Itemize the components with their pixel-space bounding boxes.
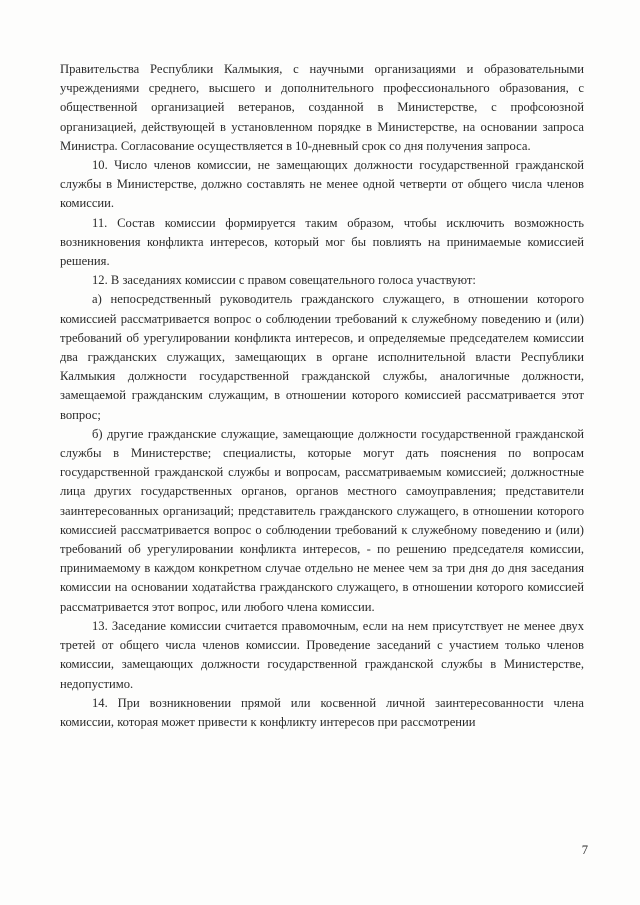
- paragraph-item-11: 11. Состав комиссии формируется таким образом, чтобы исключить возможность возникновения конфликта интересов, который мог бы повлиять на принимаемые комиссией решения.: [60, 215, 584, 269]
- paragraph-item-12: 12. В заседаниях комиссии с правом совещательного голоса участвуют:: [92, 273, 476, 288]
- document-body: [60, 60, 584, 732]
- paragraph-item-10: 10. Число членов комиссии, не замещающих должности государственной гражданской службы в Министерстве, должно составлять не менее одной четверти от общего числа членов комиссии.: [60, 158, 584, 211]
- paragraph-continuation: Правительства Республики Калмыкия, с научными организациями и образовательными учреждениями среднего, высшего и дополнительного профессионального образования, с общественной организацией ветеранов, созданной в Министерстве, с профсоюзной организацией, действующей в установленном порядке в Министерстве, на основании запроса Министра. Согласование осуществляется в 10-дневный срок со дня получения запроса.: [60, 62, 584, 153]
- paragraph-item-14: 14. При возникновении прямой или косвенной личной заинтересованности члена комиссии, которая может привести к конфликту интересов при рассмотрении: [60, 695, 584, 729]
- paragraph-item-12b: б) другие гражданские служащие, замещающие должности государственной гражданской службы в Министерстве; специалисты, которые могут дать пояснения по вопросам государственной гражданской службы и вопросам, рассматриваемым комиссией; должностные лица других государственных органов, органов местного самоуправления; представители заинтересованных организаций; представитель гражданского служащего, в отношении которого комиссией рассматривается вопрос о соблюдении требований к служебному поведению и (или) требований об урегулировании конфликта интересов, - по решению председателя комиссии, принимаемому в каждом конкретном случае отдельно не менее чем за три дня до дня заседания комиссии на основании ходатайства гражданского служащего, в отношении которого комиссией рассматривается этот вопрос, или любого члена комиссии.: [60, 426, 584, 614]
- paragraph-item-12a: а) непосредственный руководитель гражданского служащего, в отношении которого комиссией рассматривается вопрос о соблюдении требований к служебному поведению и (или) требований об урегулировании конфликта интересов, и определяемые председателем комиссии два гражданских служащих, замещающих в органе исполнительной власти Республики Калмыкия должности государственной гражданской службы, аналогичные должности, замещаемой гражданским служащим, в отношении которого комиссией рассматривается этот вопрос;: [60, 292, 584, 422]
- page-number: 7: [581, 843, 588, 857]
- paragraph-item-13: 13. Заседание комиссии считается правомочным, если на нем присутствует не менее двух третей от общего числа членов комиссии. Проведение заседаний с участием только членов комиссии, замещающих должности государственной гражданской службы в Министерстве, недопустимо.: [60, 618, 584, 691]
